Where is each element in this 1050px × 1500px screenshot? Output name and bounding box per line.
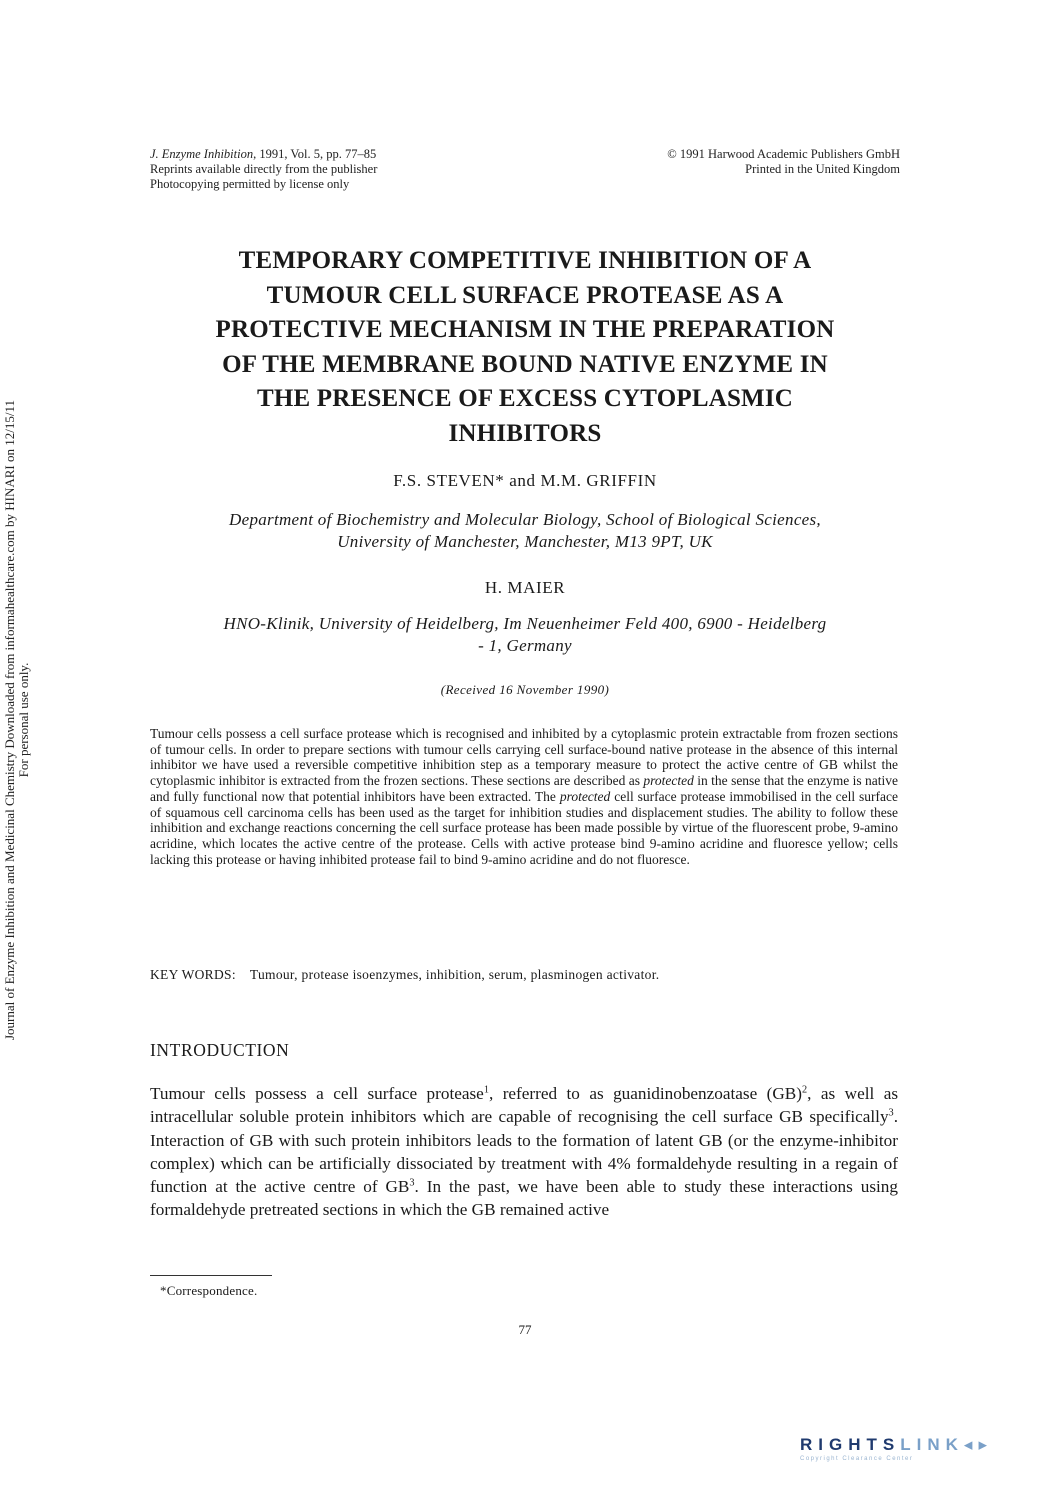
title-line: PROTECTIVE MECHANISM IN THE PREPARATION xyxy=(215,316,835,344)
copyright-line: © 1991 Harwood Academic Publishers GmbH xyxy=(667,147,900,161)
title-line: TUMOUR CELL SURFACE PROTEASE AS A xyxy=(266,281,784,309)
keywords xyxy=(150,967,898,983)
citation-ref: 3 xyxy=(888,1107,894,1119)
publisher-info xyxy=(560,147,900,177)
printed-line: Printed in the United Kingdom xyxy=(745,162,900,176)
logo-tagline: Copyright Clearance Center xyxy=(800,1456,914,1462)
affiliation-line: HNO-Klinik, University of Heidelberg, Im Neuenheimer Feld 400, 6900 - Heidelberg xyxy=(223,614,827,633)
keywords-text: Tumour, protease isoenzymes, inhibition, serum, plasminogen activator. xyxy=(249,967,660,982)
intro-text: Tumour cells possess a cell surface protease xyxy=(150,1084,484,1103)
reprints-note: Reprints available directly from the publisher xyxy=(150,162,378,176)
title-line: INHIBITORS xyxy=(448,419,602,447)
intro-text: . Interaction of GB with such protein inhibitors leads to the formation of latent GB (or the enzyme-inhibitor complex) which can be artificially dissociated by treatment with 4% formaldehyde resulting in a regain of function at the active centre of GB xyxy=(150,1107,898,1197)
intro-text: , as well as intracellular soluble protein inhibitors which are capable of recognising the cell surface GB specifically xyxy=(150,1084,899,1127)
affiliation-heidelberg xyxy=(150,613,900,657)
abstract-text: Tumour cells possess a cell surface protease which is recognised and inhibited by a cytoplasmic protein extractable from frozen sections of tumour cells. In order to prepare sections with tumour cells carrying cell surface-bound native protease in the absence of this internal inhibitor we have used a reversible competitive inhibition step as a temporary measure to protect the active centre of GB whilst the cytoplasmic inhibitor is extracted from the frozen sections. These sections are described as xyxy=(150,726,898,789)
footnote-divider xyxy=(150,1275,272,1276)
intro-text: , referred to as guanidinobenzoatase (GB) xyxy=(488,1084,802,1103)
author-maier: H. MAIER xyxy=(484,578,566,597)
abstract-emphasis: protected xyxy=(643,773,694,789)
keywords-label: KEY WORDS: xyxy=(150,967,236,982)
received-date: (Received 16 November 1990) xyxy=(440,682,610,697)
title-line: THE PRESENCE OF EXCESS CYTOPLASMIC xyxy=(256,385,794,413)
affiliation-line: - 1, Germany xyxy=(478,636,572,655)
introduction-heading: INTRODUCTION xyxy=(150,1040,290,1060)
side-note-line1: Journal of Enzyme Inhibition and Medicinal Chemistry Downloaded from informahealthcare.com by HINARI on 12/15/11 xyxy=(2,400,17,1040)
title-line: TEMPORARY COMPETITIVE INHIBITION OF A xyxy=(238,247,812,274)
side-note-line2: For personal use only. xyxy=(16,662,31,778)
affiliation-line: Department of Biochemistry and Molecular Biology, School of Biological Sciences, xyxy=(229,510,821,529)
citation-ref: 1 xyxy=(483,1084,489,1096)
citation-ref: 3 xyxy=(409,1177,415,1189)
title-line: OF THE MEMBRANE BOUND NATIVE ENZYME IN xyxy=(222,350,828,378)
abstract xyxy=(150,726,898,867)
intro-text: . In the past, we have been able to study these interactions using formaldehyde pretreated sections in which the GB remained active xyxy=(150,1177,898,1220)
logo-link: LINK xyxy=(900,1435,964,1454)
journal-volume: , 1991, Vol. 5, pp. 77–85 xyxy=(253,147,377,161)
authors: F.S. STEVEN* and M.M. GRIFFIN xyxy=(393,471,657,490)
affiliation-line: University of Manchester, Manchester, M13 9PT, UK xyxy=(337,532,713,551)
abstract-emphasis: protected xyxy=(559,788,611,804)
abstract-text: in the sense that the enzyme is native and fully functional now that potential inhibitors have been extracted. The xyxy=(150,773,898,804)
article-title xyxy=(140,244,910,452)
page-number: 77 xyxy=(518,1322,532,1337)
correspondence-footnote: *Correspondence. xyxy=(160,1283,258,1298)
citation-ref: 2 xyxy=(802,1084,808,1096)
abstract-text: cell surface protease immobilised in the cell surface of squamous cell carcinoma cells has been used as the target for inhibition studies and displacement studies. The ability to follow these inhibition and exchange reactions concerning the cell surface protease has been made possible by virtue of the fluorescent probe, 9-amino acridine, which locates the active centre of the protease. Cells with active protease bind 9-amino acridine and fluoresce yellow; cells lacking this protease or having inhibited protease fail to bind 9-amino acridine and do not fluoresce. xyxy=(150,788,898,867)
logo-arrows-icon: ◂▸ xyxy=(963,1435,993,1454)
rightslink-logo[interactable] xyxy=(800,1435,1030,1475)
logo-rights: RIGHTS xyxy=(800,1435,901,1454)
journal-name: J. Enzyme Inhibition xyxy=(150,147,254,161)
affiliation-manchester xyxy=(150,509,900,553)
introduction-paragraph xyxy=(150,1082,898,1222)
photocopy-note: Photocopying permitted by license only xyxy=(150,177,350,191)
journal-citation xyxy=(150,147,377,192)
